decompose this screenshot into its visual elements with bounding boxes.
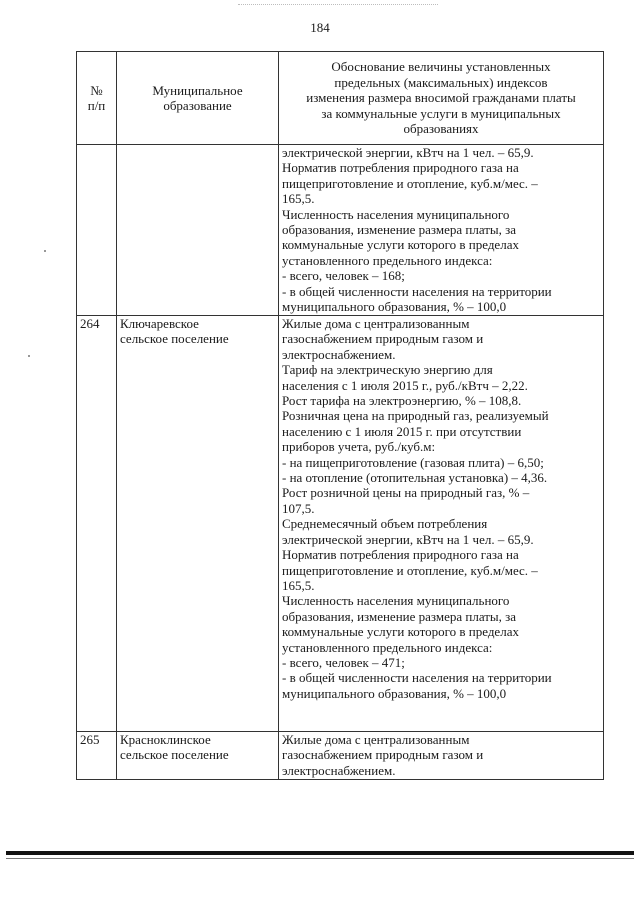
text-line: Рост тарифа на электроэнергию, % – 108,8.: [282, 393, 522, 409]
row-municipality: [117, 732, 279, 780]
table-row: [77, 145, 604, 316]
text-line: - всего, человек – 168;: [282, 268, 405, 284]
text-line: населению с 1 июля 2015 г. при отсутствии: [282, 423, 522, 439]
indices-table: [76, 51, 604, 780]
text-line: 165,5.: [282, 577, 315, 593]
row-justification: [279, 145, 604, 316]
text-line: Обоснование величины установленных: [331, 59, 551, 75]
text-line: Муниципальное: [152, 82, 243, 98]
text-line: электроснабжением.: [282, 346, 396, 362]
text-line: Рост розничной цены на природный газ, % –: [282, 485, 530, 501]
text-line: Красноклинское: [120, 732, 211, 747]
header-number: [77, 52, 117, 145]
header-municipality: [117, 52, 279, 145]
page-number: 184: [310, 20, 330, 35]
text-line: №: [90, 82, 103, 98]
text-line: - на отопление (отопительная установка) – 4,36.: [282, 470, 548, 486]
text-line: Тариф на электрическую энергию для: [282, 362, 493, 378]
header-justification: [279, 52, 604, 145]
text-line: электрической энергии, кВтч на 1 чел. – 65,9.: [282, 145, 534, 160]
text-line: Жилые дома с централизованным: [282, 316, 470, 331]
text-line: Норматив потребления природного газа на: [282, 547, 519, 563]
text-line: образованиях: [403, 121, 479, 137]
text-line: образования, изменение размера платы, за: [282, 608, 517, 624]
text-line: Среднемесячный объем потребления: [282, 516, 488, 532]
text-line: 107,5.: [282, 500, 315, 516]
table-header-row: [77, 52, 604, 145]
text-line: установленного предельного индекса:: [282, 252, 493, 268]
text-line: муниципального образования, % – 100,0: [282, 685, 507, 701]
text-line: Численность населения муниципального: [282, 206, 510, 222]
row-municipality: [117, 145, 279, 316]
text-line: изменения размера вносимой гражданами платы: [306, 90, 576, 106]
text-line: Численность населения муниципального: [282, 593, 510, 609]
row-number: 265: [77, 732, 117, 780]
row-number: 264: [77, 316, 117, 732]
text-line: образования, изменение размера платы, за: [282, 222, 517, 238]
text-line: сельское поселение: [120, 747, 229, 763]
scan-artifact: [238, 4, 438, 6]
text-line: - всего, человек – 471;: [282, 654, 405, 670]
row-number: [77, 145, 117, 316]
row-justification: [279, 316, 604, 732]
text-line: - в общей численности населения на территории: [282, 670, 552, 686]
scan-speck: [28, 355, 30, 357]
row-justification: [279, 732, 604, 780]
text-line: пищеприготовление и отопление, куб.м/мес. –: [282, 562, 538, 578]
text-line: образование: [163, 98, 232, 113]
scan-speck: [44, 250, 46, 252]
text-line: Ключаревское: [120, 316, 199, 331]
table-row: [77, 316, 604, 732]
row-municipality: [117, 316, 279, 732]
text-line: газоснабжением природным газом и: [282, 331, 484, 347]
text-line: электроснабжением.: [282, 762, 396, 778]
text-line: Жилые дома с централизованным: [282, 732, 470, 747]
text-line: Норматив потребления природного газа на: [282, 160, 519, 176]
text-line: коммунальные услуги которого в пределах: [282, 624, 519, 640]
text-line: муниципального образования, % – 100,0: [282, 299, 507, 315]
text-line: электрической энергии, кВтч на 1 чел. – 65,9.: [282, 531, 534, 547]
table-row: [77, 732, 604, 780]
text-line: за коммунальные услуги в муниципальных: [321, 105, 561, 121]
text-line: - на пищеприготовление (газовая плита) – 6,50;: [282, 454, 544, 470]
text-line: населения с 1 июля 2015 г., руб./кВтч – 2,22.: [282, 377, 528, 393]
text-line: установленного предельного индекса:: [282, 639, 493, 655]
text-line: коммунальные услуги которого в пределах: [282, 237, 519, 253]
text-line: 165,5.: [282, 191, 315, 207]
text-line: предельных (максимальных) индексов: [334, 74, 548, 90]
bottom-rule-thin: [6, 858, 634, 859]
text-line: сельское поселение: [120, 331, 229, 347]
text-line: - в общей численности населения на территории: [282, 283, 552, 299]
text-line: пищеприготовление и отопление, куб.м/мес. –: [282, 175, 538, 191]
text-line: п/п: [87, 98, 106, 113]
text-line: Розничная цена на природный газ, реализуемый: [282, 408, 549, 424]
text-line: приборов учета, руб./куб.м:: [282, 439, 436, 455]
text-line: газоснабжением природным газом и: [282, 747, 484, 763]
bottom-rule: [6, 851, 634, 855]
